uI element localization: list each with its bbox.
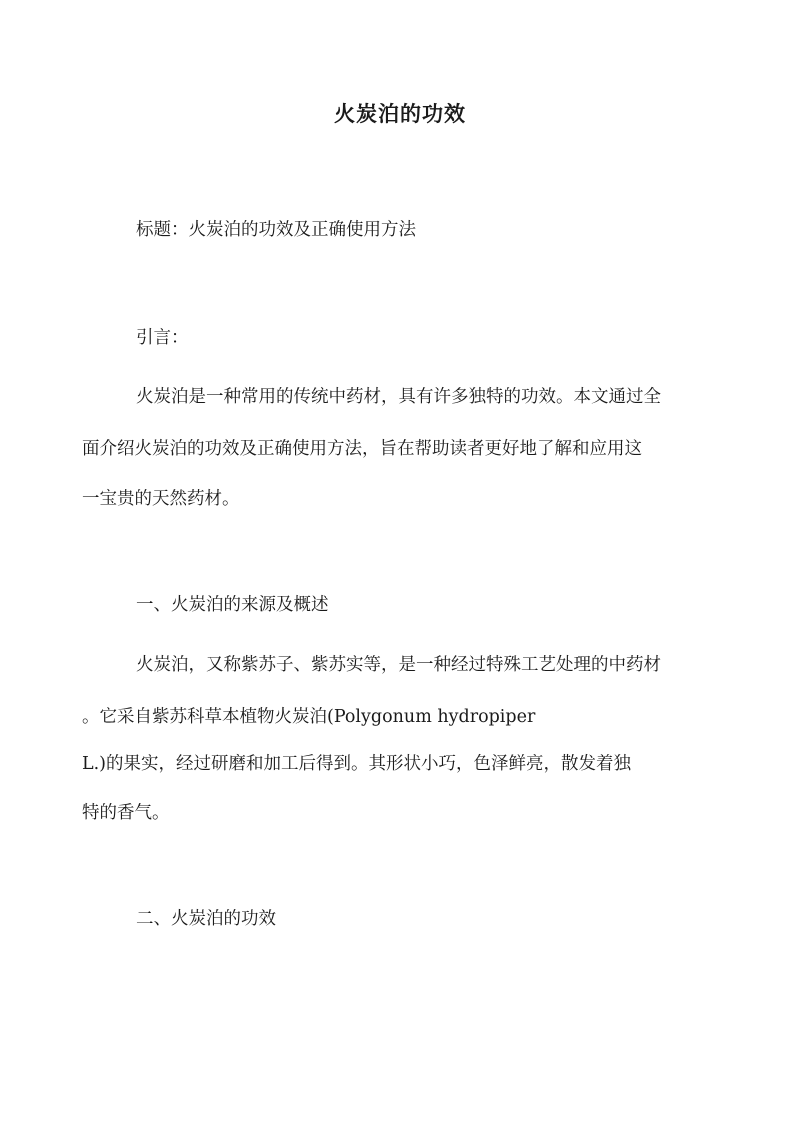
section1-paragraph-line: L.)的果实，经过研磨和加工后得到。其形状小巧，色泽鲜亮，散发着独 — [82, 754, 632, 774]
section1-heading: 一、火炭泊的来源及概述 — [136, 595, 329, 615]
subtitle-line: 标题：火炭泊的功效及正确使用方法 — [136, 220, 416, 240]
document-title: 火炭泊的功效 — [334, 101, 466, 126]
intro-paragraph-line: 火炭泊是一种常用的传统中药材，具有许多独特的功效。本文通过全 — [136, 387, 661, 407]
section1-paragraph-line: 火炭泊，又称紫苏子、紫苏实等，是一种经过特殊工艺处理的中药材 — [136, 655, 661, 675]
section2-heading: 二、火炭泊的功效 — [136, 909, 276, 929]
intro-paragraph-line: 一宝贵的天然药材。 — [82, 489, 240, 509]
section1-paragraph-line: 。它采自紫苏科草本植物火炭泊(Polygonum hydropiper — [82, 707, 536, 727]
intro-paragraph-line: 面介绍火炭泊的功效及正确使用方法，旨在帮助读者更好地了解和应用这 — [82, 439, 642, 459]
section1-paragraph-line: 特的香气。 — [82, 803, 170, 823]
intro-heading: 引言： — [136, 328, 189, 348]
